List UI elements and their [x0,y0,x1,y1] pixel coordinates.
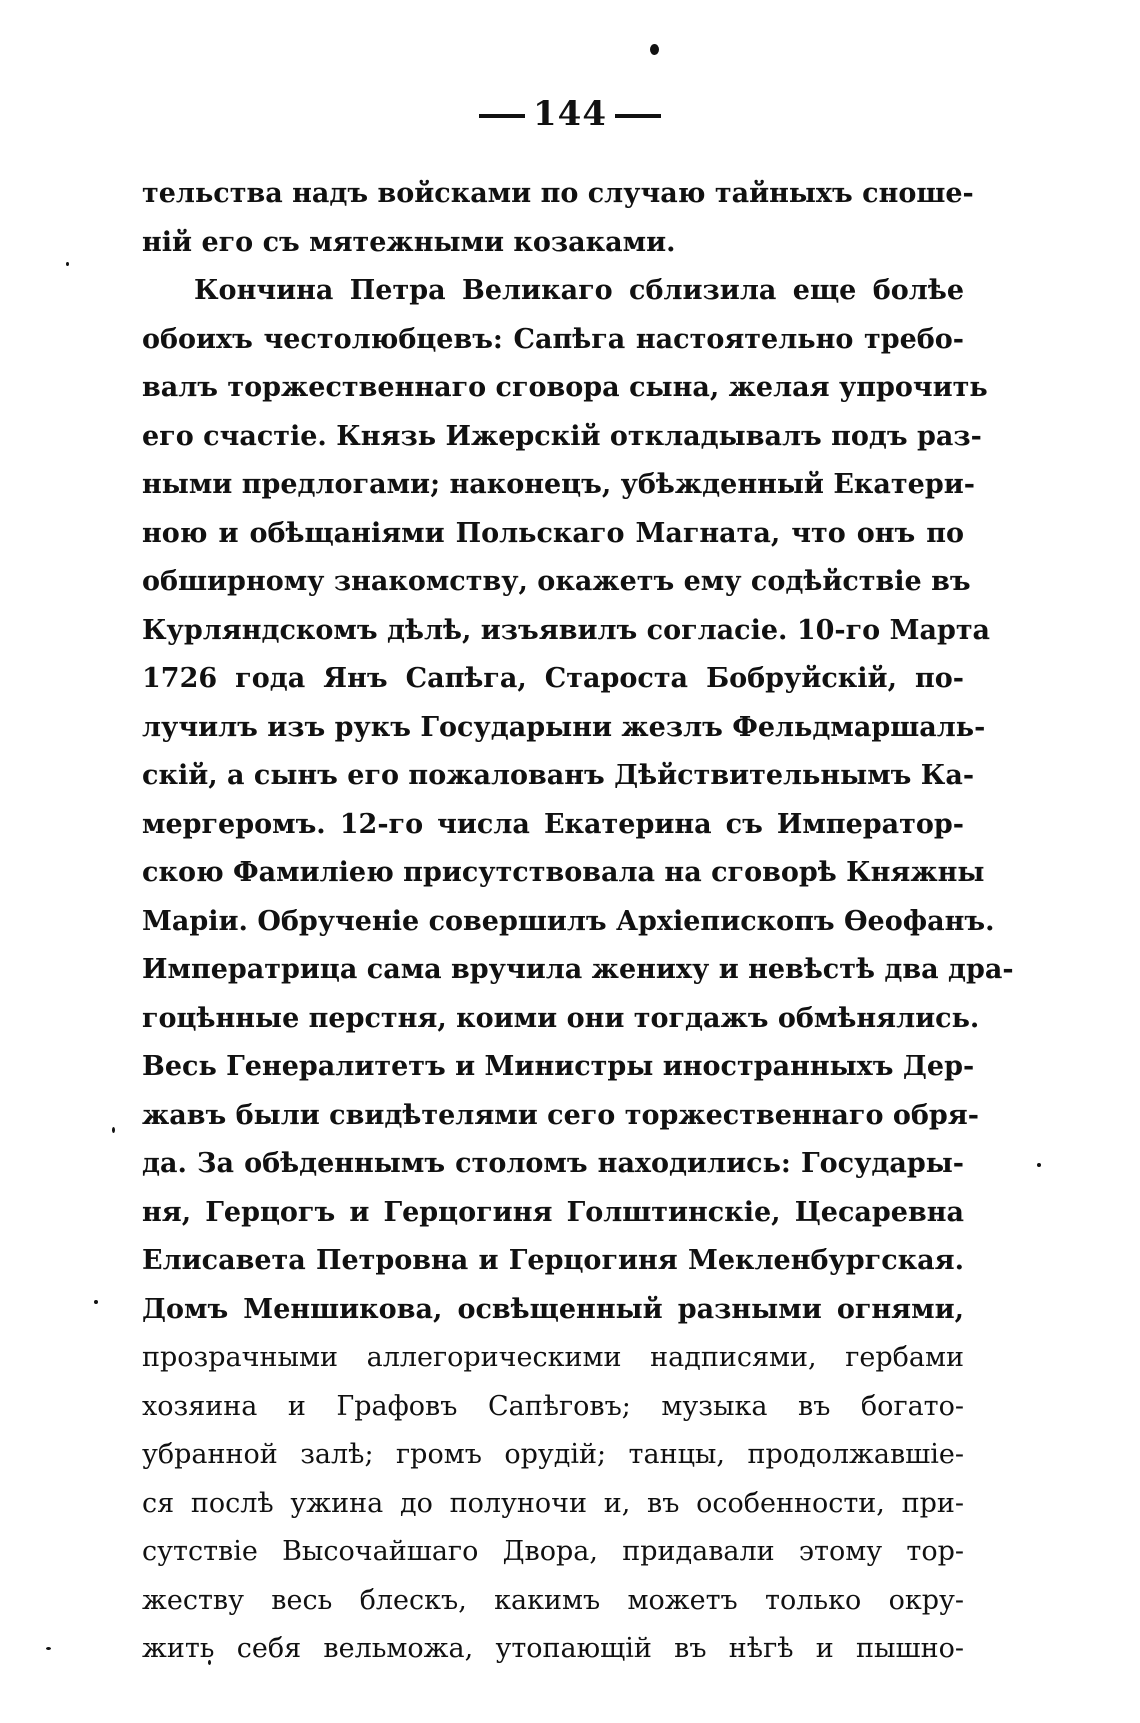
text-line: ня, Герцогъ и Герцогиня Голштинскіе, Цесаревна [142,1196,964,1228]
body-text [142,170,1014,1674]
page-number: 144 [533,94,607,134]
text-line: Курляндскомъ дѣлѣ, изъявилъ согласіе. 10-го Марта [142,614,991,646]
text-line: убранной залѣ; громъ орудій; танцы, продолжавшіе- [142,1439,964,1470]
text-line: сутствіе Высочайшаго Двора, придавали этому тор- [142,1536,964,1567]
text-line: прозрачными аллегорическими надписями, гербами [142,1342,964,1373]
text-line: жавъ были свидѣтелями сего торжественнаго обря- [142,1099,979,1131]
text-line: мергеромъ. 12-го числа Екатерина съ Император- [142,808,964,840]
text-line: его счастіе. Князь Ижерскій откладывалъ подъ раз- [142,420,982,452]
header-dash-left [479,114,525,118]
text-line: да. За обѣденнымъ столомъ находились: Государы- [142,1148,964,1179]
text-line: Весь Генералитетъ и Министры иностранныхъ Дер- [142,1051,975,1082]
text-line: гоцѣнные перстня, коими они тогдажъ обмѣнялись. [142,1002,980,1034]
ink-speck [94,1300,98,1304]
header-dash-right [615,114,661,118]
ink-speck [66,262,69,266]
text-line: ною и обѣщаніями Польскаго Магната, что онъ по [142,517,964,549]
text-line: Кончина Петра Великаго сблизила еще болѣе [194,275,964,306]
text-line: Императрица сама вручила жениху и невѣстѣ два дра- [142,954,1014,985]
text-line: жить себя вельможа, утопающій въ нѣгѣ и пышно- [142,1633,964,1664]
text-line: Домъ Меншикова, освѣщенный разными огнями, [142,1293,964,1325]
ink-speck [112,1127,115,1133]
text-line: лучилъ изъ рукъ Государыни жезлъ Фельдмаршаль- [142,711,986,743]
ink-speck [46,1647,51,1650]
text-line: Елисавета Петровна и Герцогиня Мекленбургская. [142,1245,964,1276]
page-number-header [0,94,1140,134]
ink-speck [650,44,659,55]
ink-speck [1037,1163,1041,1167]
text-line: скою Фамиліею присутствовала на сговорѣ Княжны [142,857,985,888]
text-line: обширному знакомству, окажетъ ему содѣйствіе въ [142,566,971,597]
text-line: тельства надъ войсками по случаю тайныхъ сноше- [142,178,974,209]
text-line: скій, а сынъ его пожалованъ Дѣйствительнымъ Ка- [142,760,975,791]
text-line: ся послѣ ужина до полуночи и, въ особенности, при- [142,1487,964,1519]
text-line: хозяина и Графовъ Сапѣговъ; музыка въ богато- [142,1390,964,1422]
text-line: ній его съ мятежными козаками. [142,226,676,258]
text-line: Маріи. Обрученіе совершилъ Архіепископъ Ѳеофанъ. [142,905,995,937]
text-line: обоихъ честолюбцевъ: Сапѣга настоятельно требо- [142,323,964,355]
text-line: 1726 года Янъ Сапѣга, Староста Бобруйскій, по- [142,663,964,694]
text-line: ными предлогами; наконецъ, убѣжденный Екатери- [142,469,975,500]
text-line: валъ торжественнаго сговора сына, желая упрочить [142,372,988,403]
text-line: жеству весь блескъ, какимъ можетъ только окру- [142,1584,964,1616]
